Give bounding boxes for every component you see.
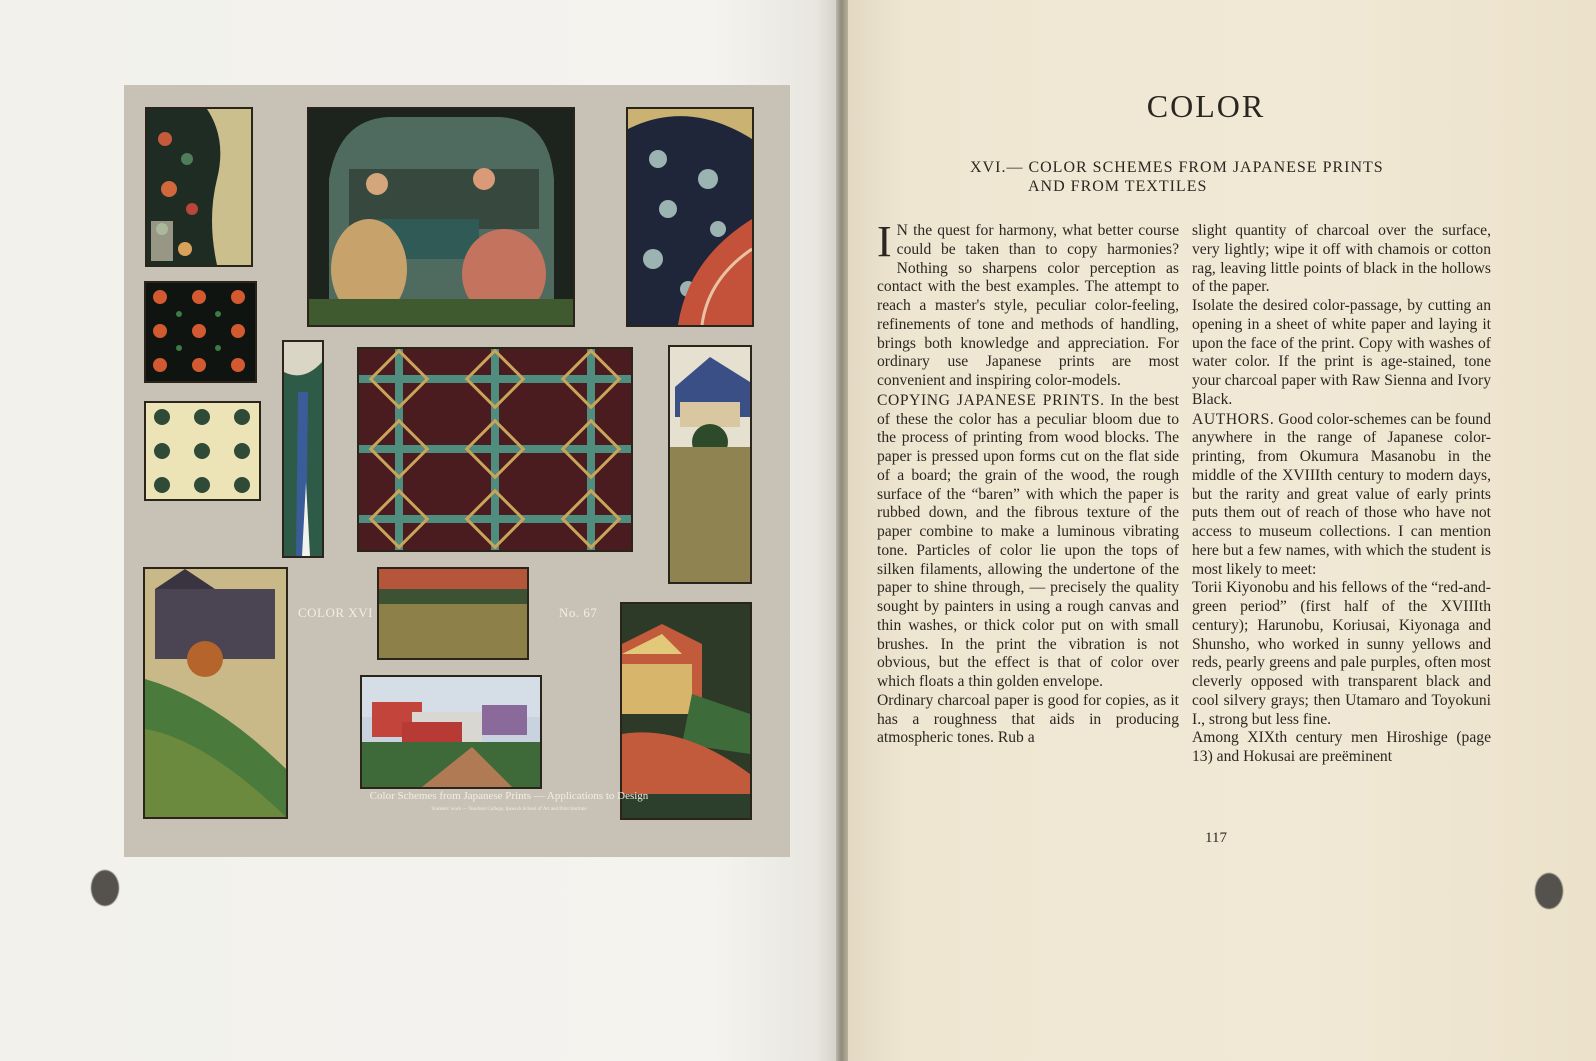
paragraph-authors <box>1192 411 1491 580</box>
plate-tile-floral-dark <box>145 107 253 267</box>
color-plate <box>124 85 790 857</box>
plate-tile-waterfall <box>282 340 324 558</box>
plate-tile-green-flowers <box>144 401 261 501</box>
plate-tile-village-hill <box>143 567 288 819</box>
plate-subcaption: Students' work — Teachers College, Ipswich School of Art and Print Institute <box>431 807 587 812</box>
run-in-head-authors: AUTHORS. <box>1192 410 1275 428</box>
plate-tile-leaf-textile <box>626 107 754 327</box>
paragraph-xixth: Among XIXth century men Hiroshige (page 13) and Hokusai are preëminent <box>1192 729 1491 765</box>
plate-tile-orange-flowers <box>144 281 257 383</box>
binding-hole-right <box>1535 873 1563 909</box>
paragraph-copying-text: In the best of these the color has a peculiar bloom due to the process of printing from wood blocks. The paper is pressed upon forms cut on the flat side of a board; the grain of the wood, the rough surface of the “baren” with which the paper is rubbed down, and the fibrous texture of the paper combine to make a luminous vibrating tone. Particles of color lie upon the tops of silken filaments, allowing the undertone of the paper to shine through, — precisely the quality sought by painters in using a rough canvas and thin washes, or thick color put on with small brushes. In the print the vibration is not obvious, but the effect is that of color over which floats a thin golden envelope. <box>877 391 1179 690</box>
paragraph-charcoal: Ordinary charcoal paper is good for copies, as it has a roughness that aids in producing atmospheric tones. Rub a <box>877 691 1179 747</box>
text-column-right <box>1192 222 1491 767</box>
paragraph-authors-text: Good color-schemes can be found anywhere in the range of Japanese color-printing, from Okumura Masanobu in the middle of the XVIIIth century to modern days, but the rarity and great value of early prints puts them out of reach of those who have not access to museum collections. I can mention here but a few names, with which the student is most likely to meet: <box>1192 410 1491 578</box>
page-number: 117 <box>1205 830 1227 846</box>
book-gutter <box>836 0 848 1061</box>
plate-tile-red-village <box>360 675 542 789</box>
plate-tile-red-barn <box>620 602 752 820</box>
paragraph-charcoal-cont: slight quantity of charcoal over the surface, very lightly; wipe it off with chamois or cotton rag, leaving little points of black in the hollows of the paper. <box>1192 222 1491 296</box>
paragraph-isolate: Isolate the desired color-passage, by cutting an opening in a sheet of white paper and laying it upon the face of the print. Copy with washes of water color. If the print is age-stained, tone your charcoal paper with Raw Sienna and Ivory Black. <box>1192 297 1491 408</box>
run-in-head-copying: COPYING JAPANESE PRINTS. <box>877 391 1105 409</box>
subheading-line-1: XVI.— COLOR SCHEMES FROM JAPANESE PRINTS <box>970 159 1384 176</box>
paragraph-copying <box>877 392 1179 692</box>
drop-cap: I <box>877 217 892 266</box>
text-column-left <box>877 217 1179 748</box>
binding-hole-left <box>91 870 119 906</box>
plate-tile-two-women <box>307 107 575 327</box>
section-subheading <box>970 158 1470 196</box>
plate-tile-geometric-textile <box>357 347 633 552</box>
plate-number: No. 67 <box>559 605 598 620</box>
plate-label-color: COLOR XVI <box>298 605 373 620</box>
plate-caption: Color Schemes from Japanese Prints — Applications to Design <box>369 790 649 802</box>
paragraph-torii: Torii Kiyonobu and his fellows of the “red-and-green period” (first half of the XVIIIth century); Harunobu, Koriusai, Kiyonaga and Shunsho, who worked in sunny yellows and reds, pearly greens and pale purples, often most cleverly opposed with transparent black and cool silvery grays; then Utamaro and Toyokuni I., strong but less fine. <box>1192 579 1491 728</box>
chapter-heading: COLOR <box>1146 88 1266 124</box>
paragraph-intro <box>877 217 1179 391</box>
plate-tile-meadow <box>377 567 529 660</box>
plate-tile-blue-house <box>668 345 752 584</box>
paragraph-intro-text: N the quest for harmony, what better course could be taken than to copy harmonies? Nothing so sharpens color perception as contact with the best examples. The attempt to reach a master's style, peculiar color-feeling, refinements of tone and methods of handling, brings both knowledge and appreciation. For ordinary use Japanese prints are most convenient and inspiring color-models. <box>877 222 1179 389</box>
subheading-line-2: AND FROM TEXTILES <box>1028 178 1208 195</box>
